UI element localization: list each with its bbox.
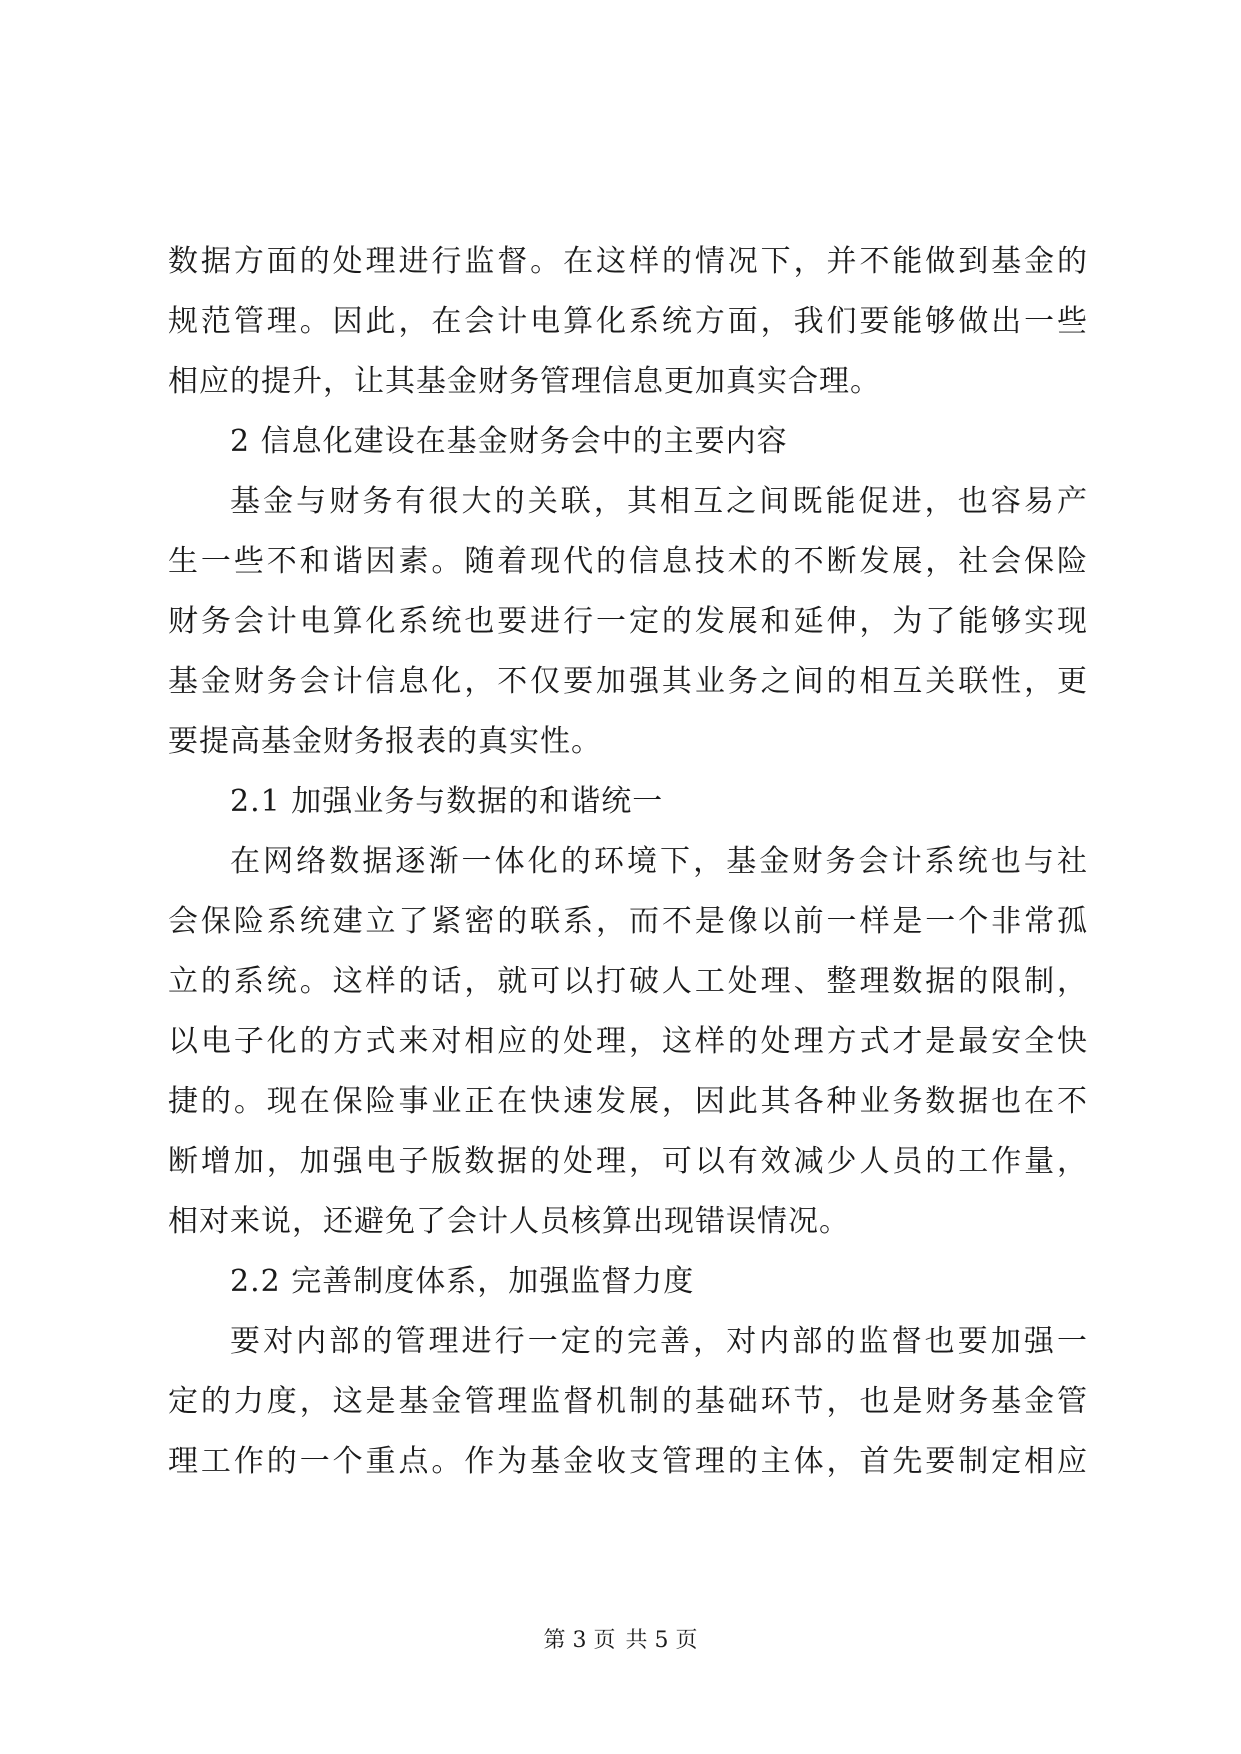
page-number: 第 3 页 — [543, 1628, 616, 1653]
paragraph-line: 相对来说，还避免了会计人员核算出现错误情况。 — [168, 1204, 850, 1239]
paragraph-line: 基金财务会计信息化，不仅要加强其业务之间的相互关联性，更 — [168, 664, 1088, 699]
paragraph-line: 要对内部的管理进行一定的完善，对内部的监督也要加强一 — [230, 1324, 1088, 1359]
page-total: 共 5 页 — [625, 1628, 698, 1653]
paragraph-line: 基金与财务有很大的关联，其相互之间既能促进，也容易产 — [230, 484, 1088, 519]
body-text — [168, 232, 1088, 1492]
paragraph-line: 断增加，加强电子版数据的处理，可以有效减少人员的工作量， — [168, 1144, 1088, 1179]
paragraph-line: 在网络数据逐渐一体化的环境下，基金财务会计系统也与社 — [230, 844, 1088, 879]
subsection-heading: 2.2 完善制度体系，加强监督力度 — [230, 1264, 695, 1299]
paragraph-line: 以电子化的方式来对相应的处理，这样的处理方式才是最安全快 — [168, 1024, 1088, 1059]
paragraph-line: 捷的。现在保险事业正在快速发展，因此其各种业务数据也在不 — [168, 1084, 1088, 1119]
page-footer — [0, 1626, 1241, 1656]
section-heading: 2 信息化建设在基金财务会中的主要内容 — [230, 424, 788, 459]
paragraph-line: 理工作的一个重点。作为基金收支管理的主体，首先要制定相应 — [168, 1444, 1088, 1479]
paragraph-line: 生一些不和谐因素。随着现代的信息技术的不断发展，社会保险 — [168, 544, 1088, 579]
paragraph-line: 相应的提升，让其基金财务管理信息更加真实合理。 — [168, 364, 881, 399]
paragraph-line: 要提高基金财务报表的真实性。 — [168, 724, 602, 759]
paragraph-line: 财务会计电算化系统也要进行一定的发展和延伸，为了能够实现 — [168, 604, 1088, 639]
paragraph-line: 规范管理。因此，在会计电算化系统方面，我们要能够做出一些 — [168, 304, 1088, 339]
paragraph-line: 立的系统。这样的话，就可以打破人工处理、整理数据的限制， — [168, 964, 1088, 999]
subsection-heading: 2.1 加强业务与数据的和谐统一 — [230, 784, 664, 819]
paragraph-line: 会保险系统建立了紧密的联系，而不是像以前一样是一个非常孤 — [168, 904, 1088, 939]
paragraph-line: 定的力度，这是基金管理监督机制的基础环节，也是财务基金管 — [168, 1384, 1088, 1419]
paragraph-line: 数据方面的处理进行监督。在这样的情况下，并不能做到基金的 — [168, 244, 1088, 279]
